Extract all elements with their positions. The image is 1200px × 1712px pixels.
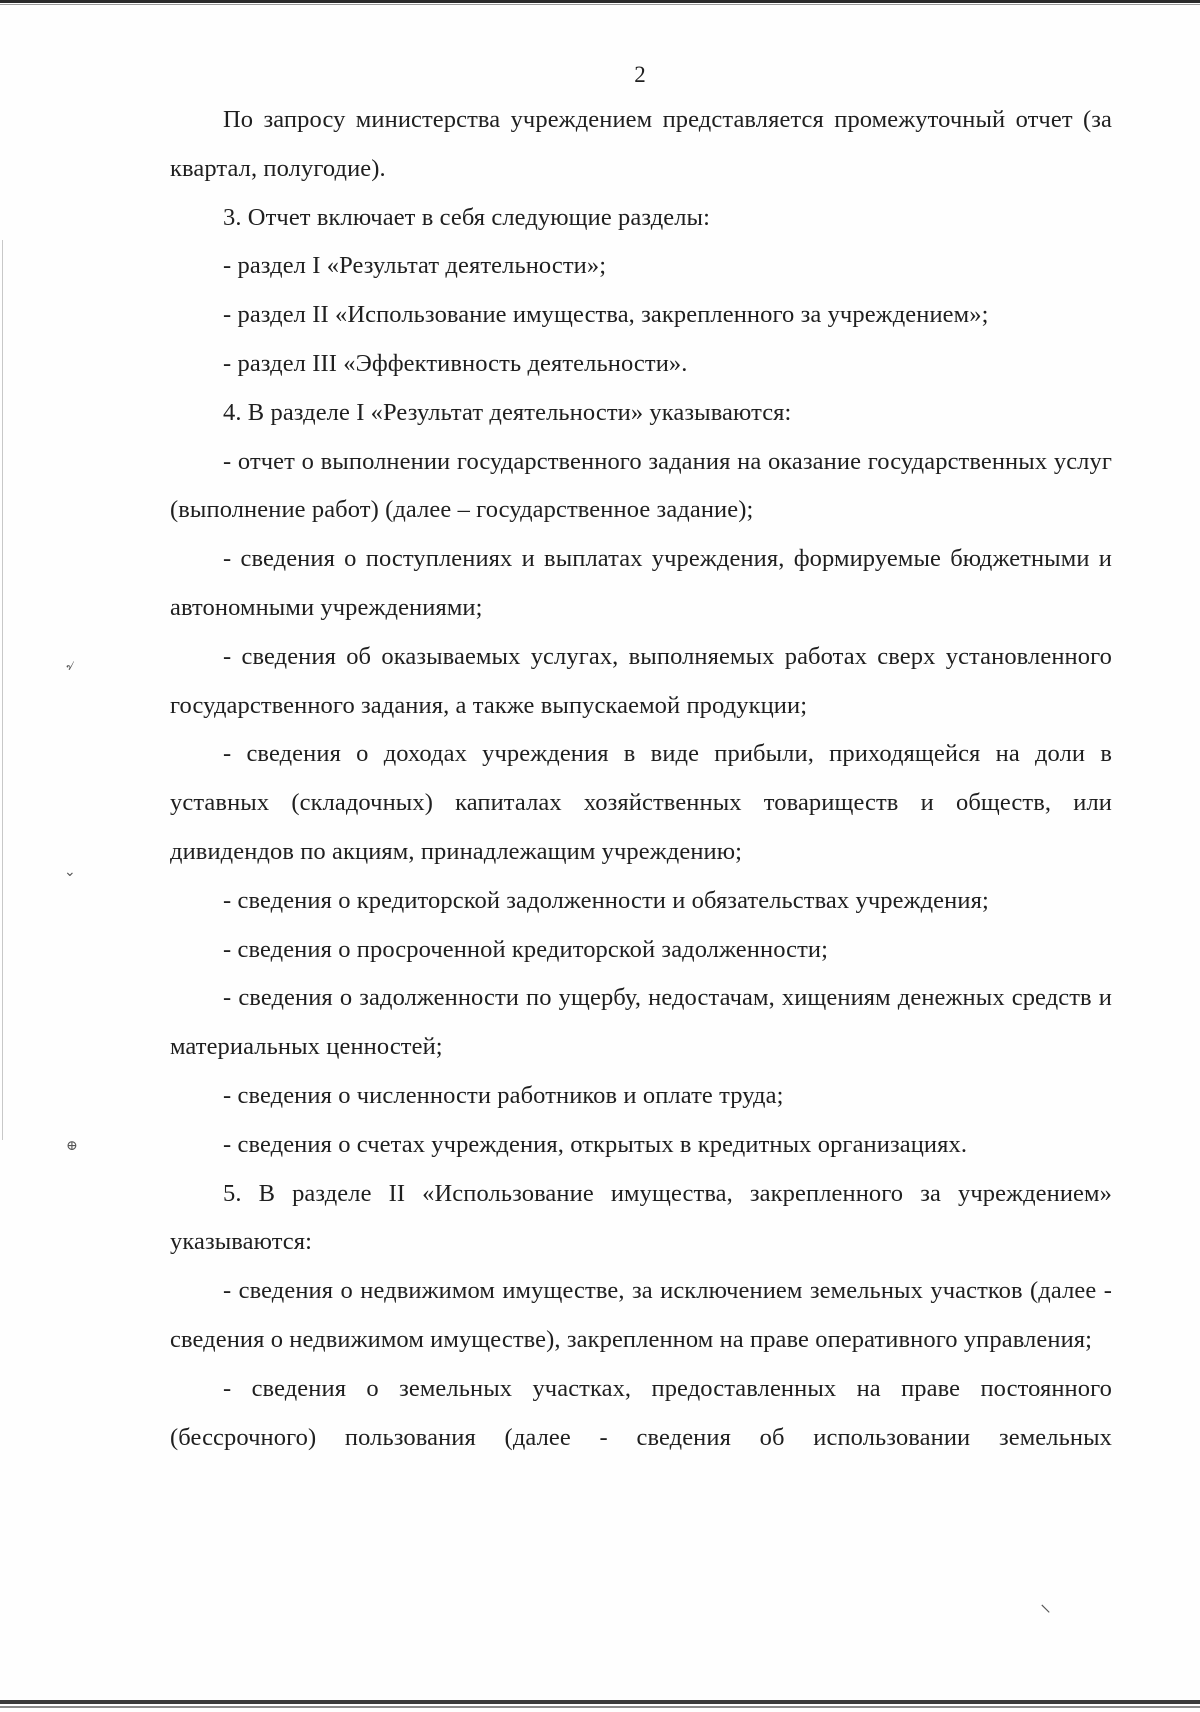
paragraph: 3. Отчет включает в себя следующие разделы: [223, 203, 711, 231]
scan-speck: ⌄ [64, 865, 76, 880]
paragraph: - сведения о численности работников и оплате труда; [223, 1081, 784, 1109]
paragraph: - сведения о доходах учреждения в виде прибыли, приходящейся на доли в уставных (складочных) капиталах хозяйственных товариществ и обществ, или дивидендов по акциям, принадлежащим учреждению; [170, 740, 1112, 865]
page-number: 2 [634, 62, 646, 87]
paragraph: - сведения о кредиторской задолженности и обязательствах учреждения; [223, 886, 989, 914]
scan-edge-bottom [0, 1700, 1200, 1704]
scan-speck: ⸜ [1040, 1591, 1052, 1616]
paragraph: - сведения о просроченной кредиторской задолженности; [223, 935, 829, 963]
paragraph: - сведения о задолженности по ущербу, недостачам, хищениям денежных средств и материальных ценностей; [170, 984, 1112, 1061]
paragraph: 4. В разделе I «Результат деятельности» указываются: [223, 398, 792, 426]
scan-edge-bottom-line [0, 1706, 1200, 1708]
paragraph: - раздел III «Эффективность деятельности». [223, 349, 688, 377]
paragraph: - сведения о счетах учреждения, открытых в кредитных организациях. [223, 1130, 968, 1158]
scan-speck: ৵ [66, 659, 75, 674]
paragraph: По запросу министерства учреждением представляется промежуточный отчет (за квартал, полугодие). [170, 106, 1112, 182]
paragraph: 5. В разделе II «Использование имущества, закрепленного за учреждением» указываются: [170, 1179, 1112, 1256]
scan-edge-top [0, 0, 1200, 3]
paragraph: - отчет о выполнении государственного задания на оказание государственных услуг (выполнение работ) (далее – государственное задание); [170, 447, 1112, 524]
scan-edge-top-line [0, 4, 1200, 5]
scan-speck: ⊕ [66, 1139, 78, 1154]
paragraph: - сведения о недвижимом имуществе, за исключением земельных участков (далее - сведения о недвижимом имуществе), закрепленном на праве оперативного управления; [170, 1277, 1112, 1353]
paragraph: - раздел I «Результат деятельности»; [223, 252, 607, 280]
paragraph: - сведения о земельных участках, предоставленных на праве постоянного (бессрочного) пользования (далее - сведения об использовании земельных [170, 1374, 1112, 1451]
paragraph: - сведения об оказываемых услугах, выполняемых работах сверх установленного государственного задания, а также выпускаемой продукции; [170, 642, 1112, 719]
paragraph: - сведения о поступлениях и выплатах учреждения, формируемые бюджетными и автономными учреждениями; [170, 545, 1112, 621]
scan-edge-left [2, 240, 3, 1140]
paragraph: - раздел II «Использование имущества, закрепленного за учреждением»; [223, 301, 989, 329]
body-text [170, 96, 1112, 1462]
